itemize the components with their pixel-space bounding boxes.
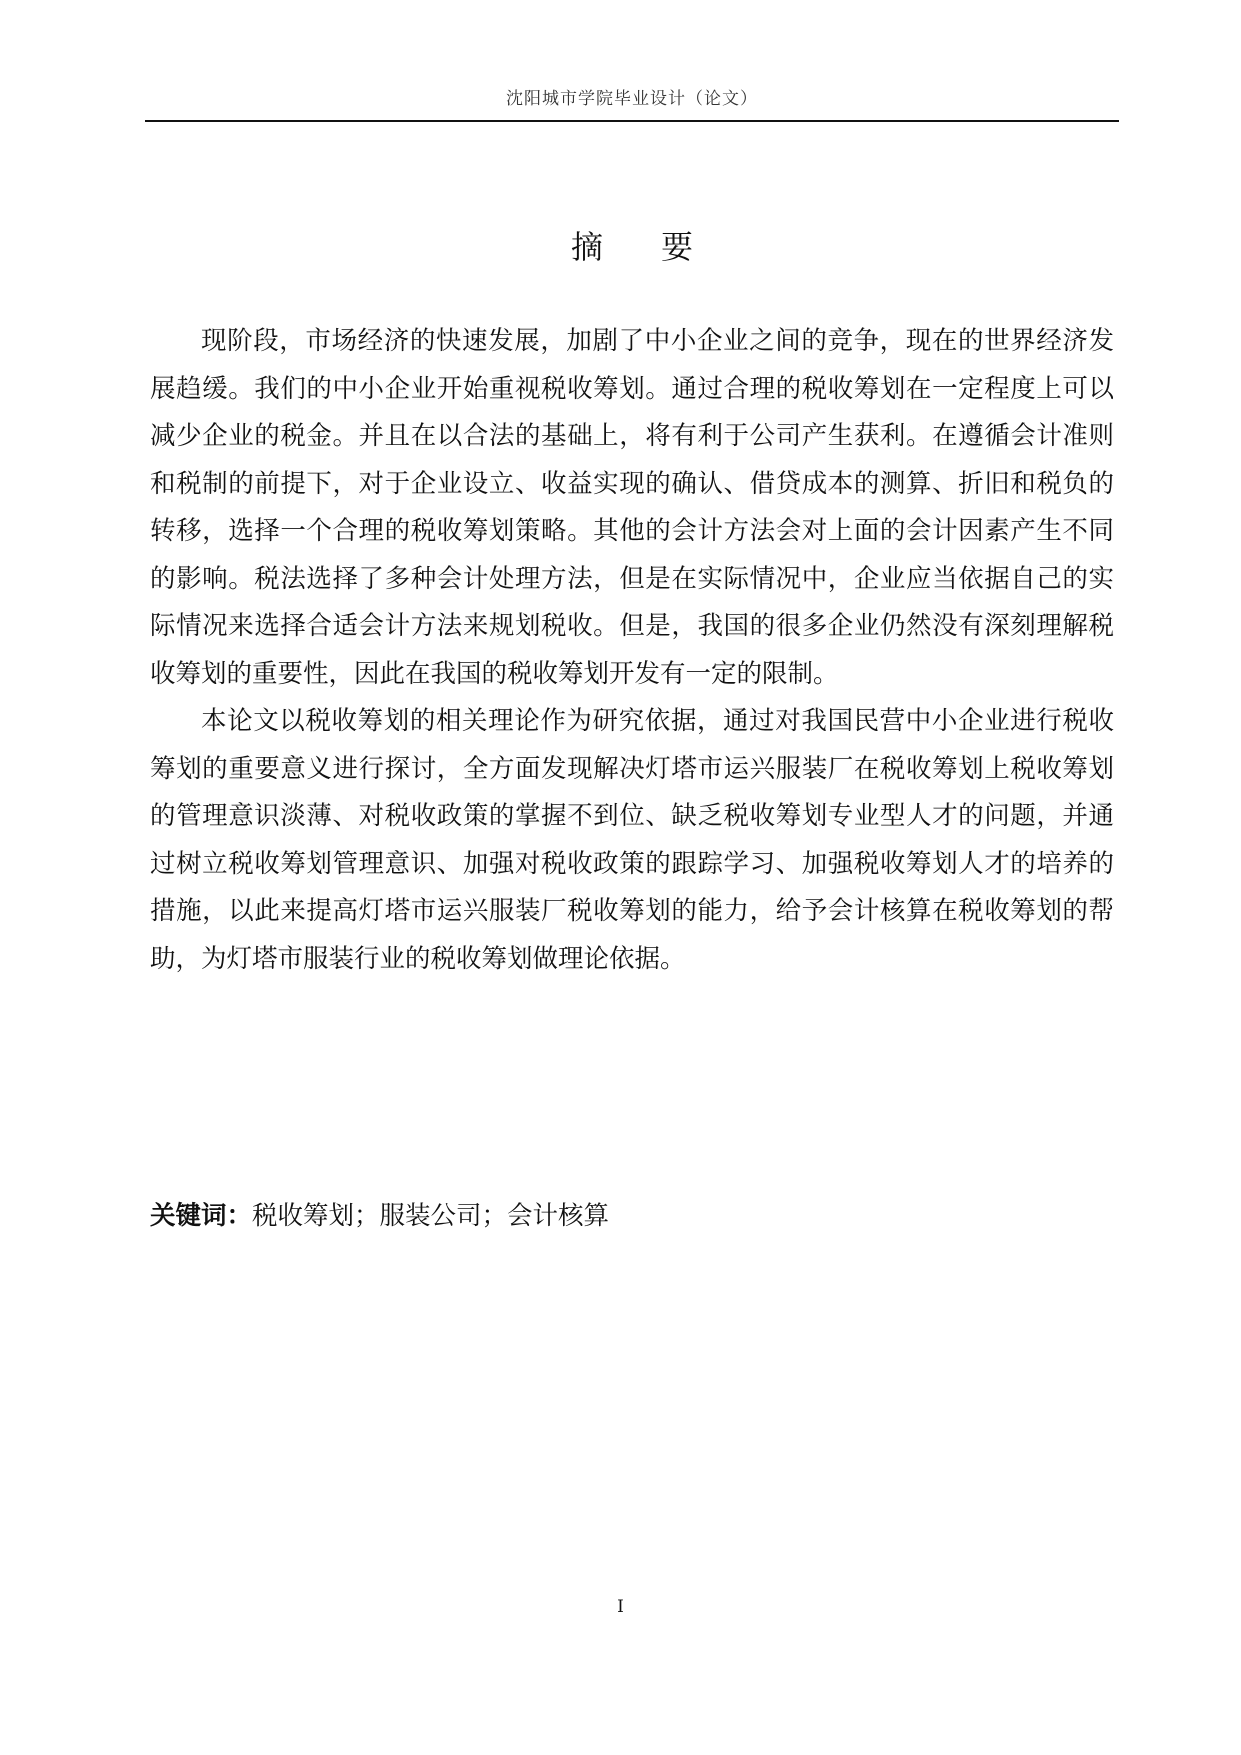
page-header: 沈阳城市学院毕业设计（论文） xyxy=(506,89,758,109)
keywords-label: 关键词： xyxy=(150,1201,253,1231)
keywords-value: 税收筹划；服装公司；会计核算 xyxy=(252,1201,610,1231)
keywords-line xyxy=(150,1196,1114,1236)
abstract-paragraph-2: 本论文以税收筹划的相关理论作为研究依据，通过对我国民营中小企业进行税收筹划的重要意义进行探讨，全方面发现解决灯塔市运兴服装厂在税收筹划上税收筹划的管理意识淡薄、对税收政策的掌握不到位、缺乏税收筹划专业型人才的问题，并通过树立税收筹划管理意识、加强对税收政策的跟踪学习、加强税收筹划人才的培养的措施，以此来提高灯塔市运兴服装厂税收筹划的能力，给予会计核算在税收筹划的帮助，为灯塔市服装行业的税收筹划做理论依据。 xyxy=(150,706,1114,974)
abstract-title: 摘要 xyxy=(570,228,751,266)
header-rule xyxy=(145,120,1119,122)
page-number: I xyxy=(617,1597,624,1617)
abstract-paragraph-1: 现阶段，市场经济的快速发展，加剧了中小企业之间的竞争，现在的世界经济发展趋缓。我们的中小企业开始重视税收筹划。通过合理的税收筹划在一定程度上可以减少企业的税金。并且在以合法的基础上，将有利于公司产生获利。在遵循会计准则和税制的前提下，对于企业设立、收益实现的确认、借贷成本的测算、折旧和税负的转移，选择一个合理的税收筹划策略。其他的会计方法会对上面的会计因素产生不同的影响。税法选择了多种会计处理方法，但是在实际情况中，企业应当依据自己的实际情况来选择合适会计方法来规划税收。但是，我国的很多企业仍然没有深刻理解税收筹划的重要性，因此在我国的税收筹划开发有一定的限制。 xyxy=(150,326,1114,689)
abstract-body xyxy=(150,318,1114,983)
